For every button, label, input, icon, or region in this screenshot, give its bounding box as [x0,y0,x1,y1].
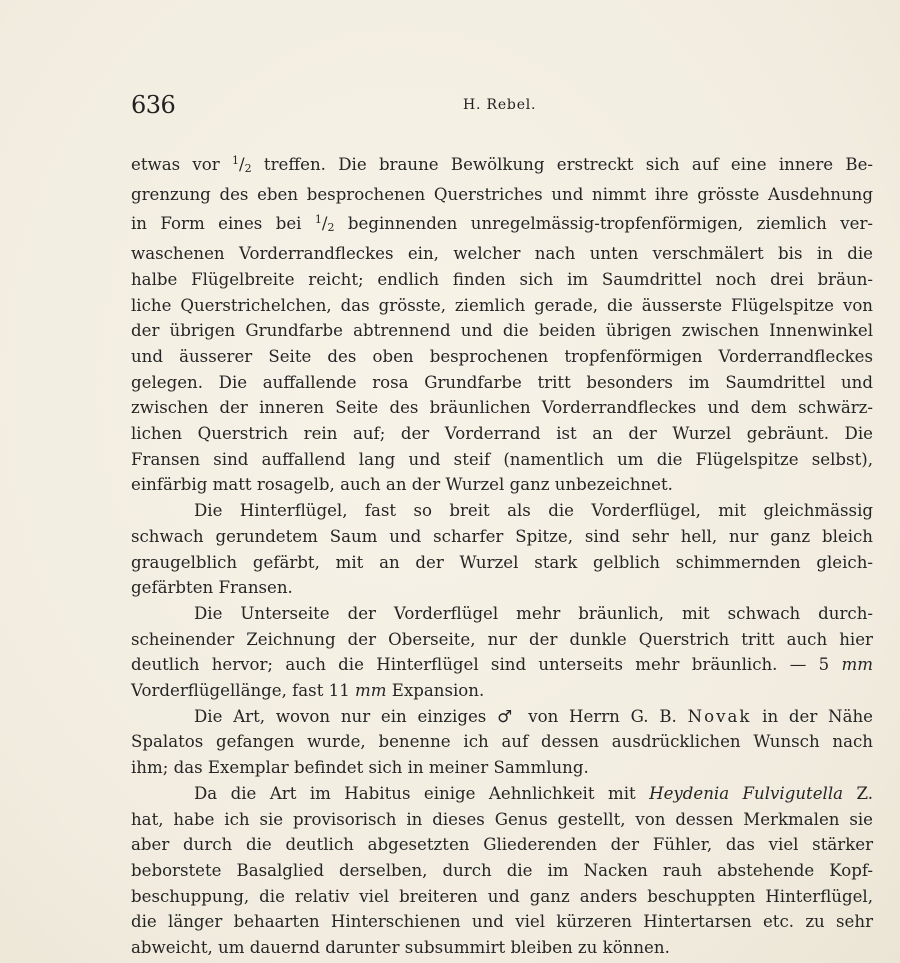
text-line: einfärbig matt rosagelb, auch an der Wurzel ganz unbezeichnet. [131,475,673,495]
text-line: scheinender Zeichnung der Oberseite, nur der dunkle Querstrich tritt auch hier [131,629,873,649]
text-line: gefärbten Fransen. [131,578,293,598]
text-line: die länger behaarten Hinterschienen und viel kürzeren Hintertarsen etc. zu sehr [131,912,873,932]
text-line: graugelblich gefärbt, mit an der Wurzel stark gelblich schimmernden gleich- [131,552,873,572]
male-symbol: ♂ [497,706,518,726]
text-line: Vorderflügellänge, fast 11 mm Expansion. [131,681,485,701]
text-line: grenzung des eben besprochenen Querstriches und nimmt ihre grösste Ausdehnung [131,184,873,204]
text-line: zwischen der inneren Seite des bräunlichen Vorderrandfleckes und dem schwärz- [131,398,873,418]
text-line: ihm; das Exemplar befindet sich in meiner Sammlung. [131,758,589,778]
text-line: in Form eines bei $^1/_2$ beginnenden unregelmässig-tropfenförmigen, ziemlich ver- [131,213,873,235]
paragraph-5 [131,781,873,961]
text-line: Da die Art im Habitus einige Aehnlichkeit mit Heydenia Fulvigutella Z. [194,783,873,803]
text-line: liche Querstrichelchen, das grösste, ziemlich gerade, die äusserste Flügelspitze von [131,295,873,315]
text-line: halbe Flügelbreite reicht; endlich finden sich im Saumdrittel noch drei bräun- [131,269,873,289]
unit-mm: mm [841,655,873,675]
paragraph-4 [131,704,873,781]
person-name: Novak [687,706,752,726]
text-line: Fransen sind auffallend lang und steif (namentlich um die Flügelspitze selbst), [131,449,873,469]
text-line: hat, habe ich sie provisorisch in dieses Genus gestellt, von dessen Merkmalen sie [131,809,873,829]
text-line: waschenen Vorderrandfleckes ein, welcher nach unten verschmälert bis in die [131,244,873,264]
text-line: schwach gerundetem Saum und scharfer Spitze, sind sehr hell, nur ganz bleich [131,526,873,546]
paragraph-1 [131,148,873,498]
text-line: lichen Querstrich rein auf; der Vorderrand ist an der Wurzel gebräunt. Die [131,424,873,444]
body-text [131,148,873,961]
text-line: beschuppung, die relativ viel breiteren und ganz anders beschuppten Hinterflügel, [131,886,873,906]
page-number: 636 [131,91,176,119]
text-line: Spalatos gefangen wurde, benenne ich auf dessen ausdrücklichen Wunsch nach [131,732,873,752]
running-title: H. Rebel. [463,97,537,113]
fraction-one-half: $^1/_2$ [232,154,252,175]
text-line: etwas vor $^1/_2$ treffen. Die braune Bewölkung erstreckt sich auf eine innere Be- [131,154,874,175]
text-line: Die Hinterflügel, fast so breit als die Vorderflügel, mit gleichmässig [194,501,873,521]
text-line: Die Art, wovon nur ein einziges ♂ von Herrn G. B. Novak in der Nähe [194,706,873,726]
fraction-one-half: $^1/_2$ [314,213,335,235]
text-line: der übrigen Grundfarbe abtrennend und die beiden übrigen zwischen Innenwinkel [131,321,873,341]
unit-mm: mm [355,681,387,701]
species-name: Heydenia Fulvigutella [649,783,844,803]
text-line: und äusserer Seite des oben besprochenen tropfenförmigen Vorderrandfleckes [131,346,873,366]
text-line: beborstete Basalglied derselben, durch die im Nacken rauh abstehende Kopf- [131,860,873,880]
text-line: deutlich hervor; auch die Hinterflügel sind unterseits mehr bräunlich. — 5 mm [131,655,873,675]
text-line: gelegen. Die auffallende rosa Grundfarbe tritt besonders im Saumdrittel und [131,372,873,392]
text-line: aber durch die deutlich abgesetzten Gliederenden der Fühler, das viel stärker [131,835,873,855]
text-line: Die Unterseite der Vorderflügel mehr bräunlich, mit schwach durch- [194,603,873,623]
text-line: abweicht, um dauernd darunter subsummirt bleiben zu können. [131,938,670,958]
paragraph-3 [131,601,873,704]
paragraph-2 [131,498,873,601]
running-head [131,90,873,120]
